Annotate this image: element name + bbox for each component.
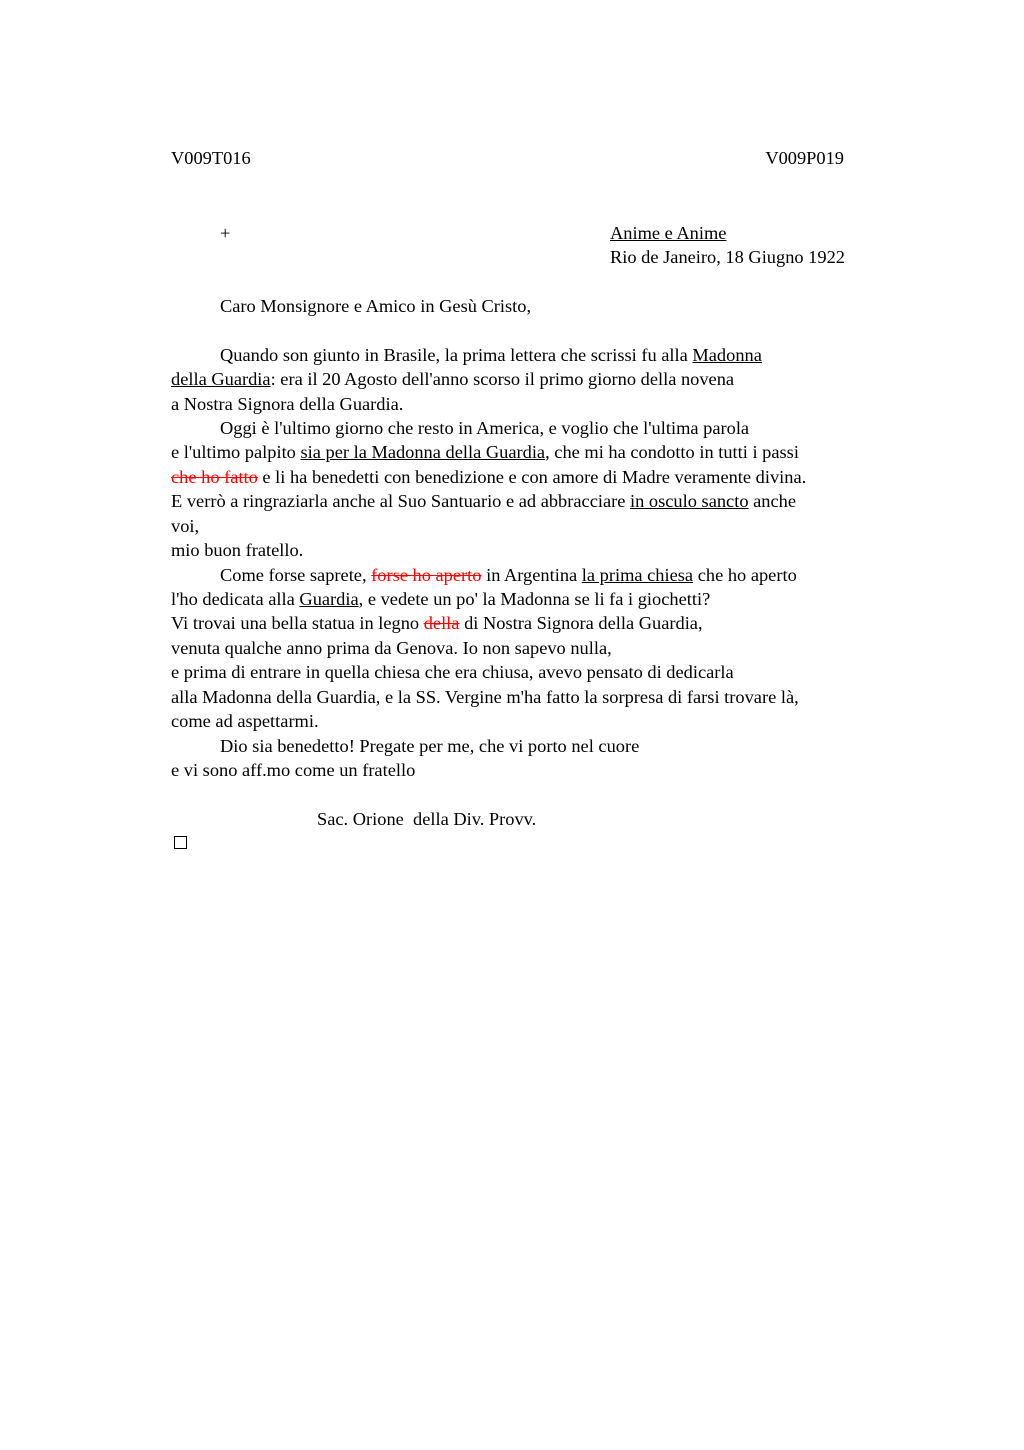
body-line: della Guardia: era il 20 Agosto dell'anno scorso il primo giorno della novena [171, 369, 735, 389]
body-line: l'ho dedicata alla Guardia, e vedete un po' la Madonna se li fa i giochetti? [171, 589, 711, 609]
body-line: alla Madonna della Guardia, e la SS. Vergine m'ha fatto la sorpresa di farsi trovare là, [171, 687, 799, 707]
body-line: Dio sia benedetto! Pregate per me, che vi porto nel cuore [220, 736, 640, 756]
body-line: voi, [171, 516, 200, 536]
body-line: e prima di entrare in quella chiesa che era chiusa, avevo pensato di dedicarla [171, 662, 734, 682]
signature: Sac. Orione della Div. Provv. [317, 809, 537, 829]
cross-symbol: + [220, 223, 231, 243]
deleted-text: della [423, 613, 460, 633]
deleted-text: che ho fatto [171, 467, 258, 487]
body-line: E verrò a ringraziarla anche al Suo Santuario e ad abbracciare in osculo sancto anche [171, 491, 796, 511]
body-line: Oggi è l'ultimo giorno che resto in America, e voglio che l'ultima parola [220, 418, 750, 438]
body-line: e vi sono aff.mo come un fratello [171, 760, 416, 780]
body-line: e l'ultimo palpito sia per la Madonna della Guardia, che mi ha condotto in tutti i passi [171, 442, 799, 462]
body-line: come ad aspettarmi. [171, 711, 319, 731]
document-code-right: V009P019 [765, 148, 844, 168]
body-line: venuta qualche anno prima da Genova. Io non sapevo nulla, [171, 638, 612, 658]
body-line: a Nostra Signora della Guardia. [171, 394, 404, 414]
place-date: Rio de Janeiro, 18 Giugno 1922 [610, 247, 845, 267]
body-line: Vi trovai una bella statua in legno della di Nostra Signora della Guardia, [171, 613, 703, 633]
body-line: mio buon fratello. [171, 540, 304, 560]
motto: Anime e Anime [610, 223, 727, 243]
body-line: che ho fatto e li ha benedetti con benedizione e con amore di Madre veramente divina. [171, 467, 807, 487]
empty-box-icon [174, 836, 187, 849]
salutation: Caro Monsignore e Amico in Gesù Cristo, [220, 296, 532, 316]
body-line: Quando son giunto in Brasile, la prima lettera che scrissi fu alla Madonna [220, 345, 762, 365]
deleted-text: forse ho aperto [371, 565, 482, 585]
body-line: Come forse saprete, forse ho aperto in Argentina la prima chiesa che ho aperto [220, 565, 797, 585]
document-code-left: V009T016 [171, 148, 251, 168]
